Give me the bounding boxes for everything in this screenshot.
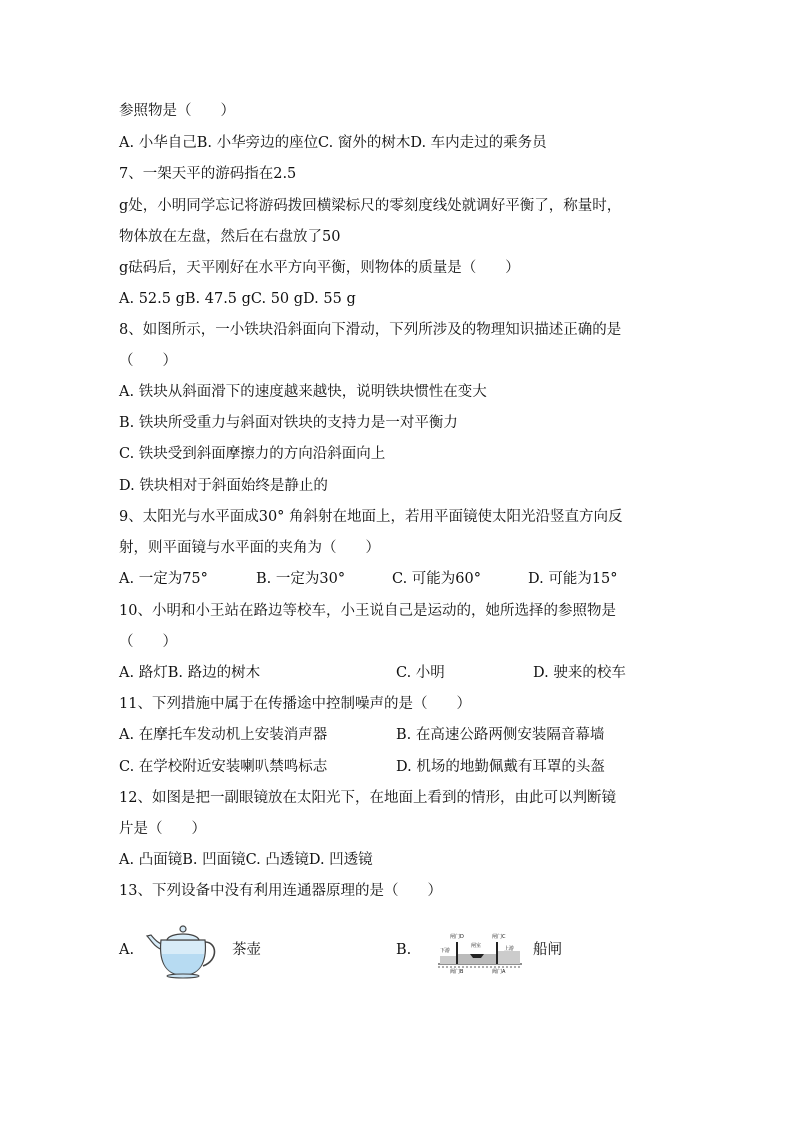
q13-option-b-letter: B.	[396, 942, 412, 958]
ship-lock-diagram	[438, 934, 522, 976]
q11-option-b: B. 在高速公路两侧安装隔音幕墙	[396, 727, 605, 743]
lock-downstream-label: 下游	[440, 948, 451, 954]
lock-gate-d-label: 闸门D	[450, 934, 464, 940]
q9-option-a: A. 一定为75°	[119, 571, 208, 587]
lock-upstream-label: 上游	[504, 946, 515, 952]
lock-valve-a-label: 阀门A	[492, 969, 506, 975]
q12-options: A. 凸面镜B. 凹面镜C. 凸透镜D. 凹透镜	[119, 852, 373, 868]
q12-stem: 12、如图是把一副眼镜放在太阳光下，在地面上看到的情形，由此可以判断镜	[119, 790, 616, 806]
q10-stem: 10、小明和小王站在路边等校车，小王说自己是运动的，她所选择的参照物是	[119, 603, 616, 619]
q9-stem: 9、太阳光与水平面成30° 角斜射在地面上，若用平面镜使太阳光沿竖直方向反	[119, 509, 623, 525]
q7-stem-line4: g砝码后，天平刚好在水平方向平衡，则物体的质量是（ ）	[119, 260, 520, 276]
q7-options: A. 52.5 gB. 47.5 gC. 50 gD. 55 g	[119, 291, 356, 307]
q9-option-d: D. 可能为15°	[528, 571, 618, 587]
q8-option-a: A. 铁块从斜面滑下的速度越来越快，说明铁块惯性在变大	[119, 384, 487, 400]
q8-option-d: D. 铁块相对于斜面始终是静止的	[119, 478, 328, 494]
q8-stem-line2: （ ）	[119, 353, 177, 369]
q11-option-c: C. 在学校附近安装喇叭禁鸣标志	[119, 759, 328, 775]
q13-option-a-letter: A.	[119, 942, 135, 958]
lock-gate-c-label: 闸门C	[492, 934, 506, 940]
q13-stem: 13、下列设备中没有利用连通器原理的是（ ）	[119, 883, 442, 899]
q11-option-a: A. 在摩托车发动机上安装消声器	[119, 727, 328, 743]
lock-chamber-label: 闸室	[471, 943, 482, 949]
q11-stem: 11、下列措施中属于在传播途中控制噪声的是（ ）	[119, 696, 471, 712]
q7-stem-line2: g处，小明同学忘记将游码拨回横梁标尺的零刻度线处就调好平衡了，称量时，	[119, 198, 622, 214]
q8-option-c: C. 铁块受到斜面摩擦力的方向沿斜面向上	[119, 446, 386, 462]
q7-stem-line3: 物体放在左盘，然后在右盘放了50	[119, 229, 341, 245]
q7-stem: 7、一架天平的游码指在2.5	[119, 166, 297, 182]
q10-option-ab: A. 路灯B. 路边的树木	[119, 665, 261, 681]
q10-option-c: C. 小明	[396, 665, 445, 681]
q9-stem-line2: 射，则平面镜与水平面的夹角为（ ）	[119, 540, 380, 556]
lock-valve-b-label: 阀门B	[450, 969, 464, 975]
q8-option-b: B. 铁块所受重力与斜面对铁块的支持力是一对平衡力	[119, 415, 458, 431]
q13-option-b-label: 船闸	[533, 942, 562, 958]
q10-stem-line2: （ ）	[119, 634, 177, 650]
q12-stem-line2: 片是（ ）	[119, 821, 206, 837]
q9-option-b: B. 一定为30°	[256, 571, 346, 587]
q11-option-d: D. 机场的地勤佩戴有耳罩的头盔	[396, 759, 605, 775]
q6-stem-tail: 参照物是（ ）	[119, 103, 235, 119]
q6-options: A. 小华自己B. 小华旁边的座位C. 窗外的树木D. 车内走过的乘务员	[119, 135, 547, 151]
q8-stem: 8、如图所示，一小铁块沿斜面向下滑动，下列所涉及的物理知识描述正确的是	[119, 322, 622, 338]
q9-option-c: C. 可能为60°	[392, 571, 481, 587]
q13-option-a-label: 茶壶	[232, 942, 261, 958]
q10-option-d: D. 驶来的校车	[533, 665, 626, 681]
teapot-icon	[145, 918, 221, 984]
